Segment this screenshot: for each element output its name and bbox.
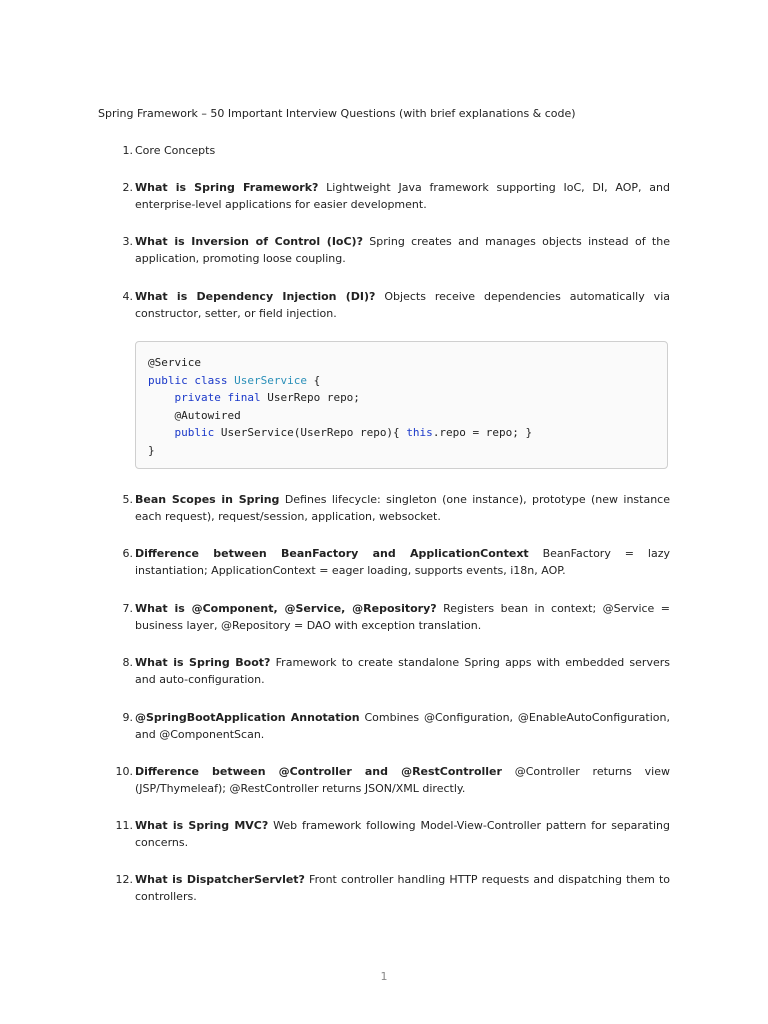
code-keyword: public class — [148, 373, 228, 387]
item-text: Spring creates and manages objects instead of the application, promoting loose coupling. — [135, 235, 670, 265]
item-number: 10. — [115, 765, 133, 778]
item-number: 3. — [122, 235, 133, 248]
item-text: Lightweight Java framework supporting IoC, DI, AOP, and enterprise-level applications for easier development. — [135, 181, 671, 211]
list-item — [98, 288, 670, 322]
list-item — [98, 763, 670, 797]
list-item — [98, 654, 670, 688]
item-text: Defines lifecycle: singleton (one instance), prototype (new instance each request), request/session, application, websocket. — [135, 493, 670, 523]
item-heading: What is @Component, @Service, @Repository? — [135, 602, 437, 615]
item-number: 12. — [115, 873, 133, 886]
list-item — [98, 233, 670, 267]
code-keyword: public — [174, 426, 215, 439]
item-text: Objects receive dependencies automatically via constructor, setter, or field injection. — [135, 290, 670, 320]
item-number: 4. — [122, 290, 133, 303]
code-block — [135, 341, 668, 469]
code-text-fragment: UserService(UserRepo repo){ — [214, 426, 407, 439]
item-heading: What is DispatcherServlet? — [135, 873, 305, 886]
item-number: 5. — [122, 493, 133, 506]
item-number: 2. — [122, 181, 133, 194]
page-number: 1 — [380, 970, 388, 983]
item-text: BeanFactory = lazy instantiation; ApplicationContext = eager loading, supports events, i18n, AOP. — [135, 547, 670, 577]
item-text: Framework to create standalone Spring apps with embedded servers and auto-configuration. — [135, 656, 670, 686]
item-text: Combines @Configuration, @EnableAutoConfiguration, and @ComponentScan. — [135, 711, 670, 741]
item-heading: What is Inversion of Control (IoC)? — [135, 235, 363, 248]
list-item — [98, 817, 670, 851]
item-heading: Difference between BeanFactory and ApplicationContext — [135, 547, 529, 560]
item-number: 9. — [122, 711, 133, 724]
list-item — [98, 600, 670, 634]
page-title: Spring Framework – 50 Important Interview Questions (with brief explanations & code) — [98, 107, 576, 120]
item-heading: Bean Scopes in Spring — [135, 493, 280, 506]
item-number: 1. — [122, 144, 133, 157]
item-heading: What is Spring Boot? — [135, 656, 271, 669]
code-text-fragment: { — [306, 373, 321, 387]
code-closing-brace: } — [148, 443, 155, 457]
code-keyword: this — [406, 426, 433, 439]
list-item — [98, 545, 670, 579]
code-line-annotation: @Service — [148, 356, 201, 369]
code-keyword: private final — [174, 391, 261, 404]
list-item — [98, 871, 670, 905]
list-item — [98, 491, 670, 525]
item-heading: What is Dependency Injection (DI)? — [135, 290, 376, 303]
item-text: Front controller handling HTTP requests and dispatching them to controllers. — [135, 873, 670, 903]
item-number: 8. — [122, 656, 133, 669]
code-class-name: UserService — [234, 373, 307, 387]
item-text: @Controller returns view (JSP/Thymeleaf); @RestController returns JSON/XML directly. — [135, 765, 670, 795]
item-text: Web framework following Model-View-Controller pattern for separating concerns. — [135, 819, 670, 849]
item-heading: What is Spring Framework? — [135, 181, 319, 194]
item-number: 11. — [115, 819, 133, 832]
item-number: 6. — [122, 547, 133, 560]
code-text-fragment: .repo = repo; } — [432, 426, 533, 439]
item-number: 7. — [122, 602, 133, 615]
code-line-annotation: @Autowired — [174, 408, 241, 422]
item-text: Core Concepts — [135, 144, 216, 157]
list-item — [98, 142, 670, 159]
code-text-fragment: UserRepo repo; — [260, 391, 360, 404]
item-heading: What is Spring MVC? — [135, 819, 269, 832]
item-text: Registers bean in context; @Service = business layer, @Repository = DAO with exception translation. — [135, 602, 670, 632]
list-item — [98, 709, 670, 743]
item-heading: @SpringBootApplication Annotation — [135, 711, 360, 724]
list-item — [98, 179, 670, 213]
item-heading: Difference between @Controller and @RestController — [135, 765, 502, 778]
code-text — [148, 354, 532, 459]
